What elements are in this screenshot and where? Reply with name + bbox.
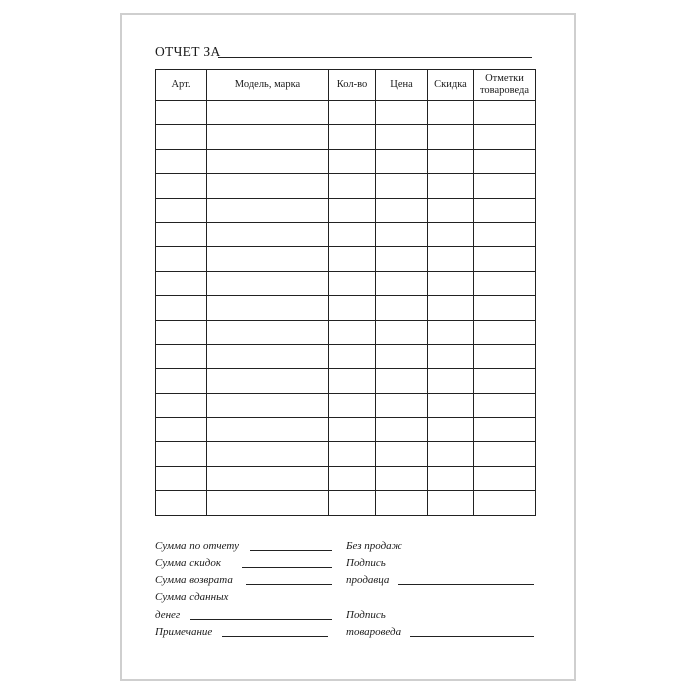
table-cell <box>474 247 536 271</box>
table-row <box>156 296 536 320</box>
table-cell <box>376 149 428 173</box>
col-header-model: Модель, марка <box>207 70 329 101</box>
table-cell <box>156 174 207 198</box>
table-cell <box>156 418 207 442</box>
table-cell <box>329 149 376 173</box>
table-cell <box>156 271 207 295</box>
table-cell <box>207 222 329 246</box>
table-cell <box>156 247 207 271</box>
table-cell <box>156 101 207 125</box>
table-row <box>156 369 536 393</box>
table-row <box>156 491 536 515</box>
no-sales-label: Без продаж <box>346 540 402 552</box>
money-line <box>190 619 332 620</box>
table-cell <box>329 125 376 149</box>
table-cell <box>329 222 376 246</box>
table-cell <box>474 149 536 173</box>
table-cell <box>376 344 428 368</box>
note-label: Примечание <box>155 626 213 638</box>
table-cell <box>329 491 376 515</box>
merchandiser-signature-line <box>410 636 534 637</box>
table-row <box>156 198 536 222</box>
seller-label: продавца <box>346 574 390 586</box>
table-cell <box>207 149 329 173</box>
table-cell <box>207 247 329 271</box>
table-cell <box>376 125 428 149</box>
table-row <box>156 222 536 246</box>
table-cell <box>376 369 428 393</box>
table-cell <box>428 369 474 393</box>
table-cell <box>329 344 376 368</box>
table-cell <box>329 418 376 442</box>
merchandiser-label: товароведа <box>346 626 402 638</box>
table-cell <box>207 393 329 417</box>
table-cell <box>474 101 536 125</box>
table-cell <box>207 198 329 222</box>
table-cell <box>329 271 376 295</box>
sum-handed-label: Сумма сданных <box>155 591 229 603</box>
table-cell <box>376 222 428 246</box>
table-cell <box>376 320 428 344</box>
table-cell <box>474 369 536 393</box>
table-row <box>156 466 536 490</box>
table-cell <box>329 198 376 222</box>
table-cell <box>156 198 207 222</box>
note-line <box>222 636 328 637</box>
table-cell <box>428 320 474 344</box>
table-cell <box>376 247 428 271</box>
table-cell <box>156 125 207 149</box>
table-cell <box>428 296 474 320</box>
table-cell <box>428 418 474 442</box>
table-cell <box>329 101 376 125</box>
table-cell <box>329 174 376 198</box>
table-cell <box>474 198 536 222</box>
signature-label-merch: Подпись <box>346 609 386 621</box>
table-row <box>156 442 536 466</box>
table-cell <box>156 466 207 490</box>
table-cell <box>428 344 474 368</box>
table-cell <box>207 296 329 320</box>
table-cell <box>474 222 536 246</box>
table-cell <box>428 174 474 198</box>
report-title: ОТЧЕТ ЗА <box>155 44 221 59</box>
table-row <box>156 247 536 271</box>
table-cell <box>376 101 428 125</box>
table-cell <box>329 393 376 417</box>
table-cell <box>376 393 428 417</box>
report-period-line <box>218 57 532 58</box>
table-cell <box>329 247 376 271</box>
table-cell <box>207 271 329 295</box>
table-row <box>156 174 536 198</box>
sum-returns-label: Сумма возврата <box>155 574 233 586</box>
table-cell <box>156 296 207 320</box>
table-row <box>156 344 536 368</box>
table-cell <box>428 101 474 125</box>
table-body <box>156 101 536 516</box>
table-cell <box>376 491 428 515</box>
table-cell <box>207 491 329 515</box>
table-cell <box>428 222 474 246</box>
table-cell <box>474 393 536 417</box>
table-cell <box>428 271 474 295</box>
sum-discounts-label: Сумма скидок <box>155 557 221 569</box>
table-row <box>156 101 536 125</box>
signature-label-seller: Подпись <box>346 557 386 569</box>
sum-returns-line <box>246 584 332 585</box>
sum-discounts-line <box>242 567 332 568</box>
money-label: денег <box>155 609 181 621</box>
table-cell <box>329 466 376 490</box>
table-cell <box>376 198 428 222</box>
table-cell <box>156 344 207 368</box>
table-cell <box>329 320 376 344</box>
table-cell <box>156 149 207 173</box>
table-cell <box>428 149 474 173</box>
table-row <box>156 271 536 295</box>
col-header-notes: Отметки товароведа <box>474 70 536 101</box>
table-cell <box>428 442 474 466</box>
table-cell <box>207 344 329 368</box>
table-cell <box>207 442 329 466</box>
table-cell <box>156 442 207 466</box>
table-cell <box>329 369 376 393</box>
sum-by-report-label: Сумма по отчету <box>155 540 239 552</box>
table-cell <box>474 174 536 198</box>
table-cell <box>376 296 428 320</box>
table-row <box>156 393 536 417</box>
report-table <box>155 69 536 516</box>
table-cell <box>474 320 536 344</box>
table-cell <box>428 125 474 149</box>
table-cell <box>156 393 207 417</box>
table-header-row <box>156 70 536 101</box>
col-header-discount: Скидка <box>428 70 474 101</box>
table-cell <box>376 174 428 198</box>
col-header-art: Арт. <box>156 70 207 101</box>
table-cell <box>376 466 428 490</box>
table-cell <box>474 442 536 466</box>
table-cell <box>156 320 207 344</box>
table-cell <box>376 418 428 442</box>
table-cell <box>474 125 536 149</box>
sum-by-report-line <box>250 550 332 551</box>
table-cell <box>376 442 428 466</box>
col-header-price: Цена <box>376 70 428 101</box>
table-cell <box>474 418 536 442</box>
seller-signature-line <box>398 584 534 585</box>
table-cell <box>428 247 474 271</box>
table-cell <box>474 491 536 515</box>
table-cell <box>156 369 207 393</box>
table-cell <box>428 393 474 417</box>
table-row <box>156 320 536 344</box>
table-cell <box>207 125 329 149</box>
table-cell <box>376 271 428 295</box>
table-cell <box>474 466 536 490</box>
table-cell <box>207 418 329 442</box>
table-cell <box>428 466 474 490</box>
table-cell <box>329 442 376 466</box>
table-cell <box>207 320 329 344</box>
table-cell <box>428 198 474 222</box>
table-cell <box>207 369 329 393</box>
table-cell <box>156 491 207 515</box>
table-cell <box>474 344 536 368</box>
table-cell <box>474 296 536 320</box>
col-header-qty: Кол-во <box>329 70 376 101</box>
table-cell <box>207 101 329 125</box>
table-row <box>156 125 536 149</box>
table-cell <box>474 271 536 295</box>
table-cell <box>156 222 207 246</box>
table-cell <box>207 466 329 490</box>
table-cell <box>428 491 474 515</box>
table-cell <box>207 174 329 198</box>
table-cell <box>329 296 376 320</box>
table-row <box>156 418 536 442</box>
table-row <box>156 149 536 173</box>
